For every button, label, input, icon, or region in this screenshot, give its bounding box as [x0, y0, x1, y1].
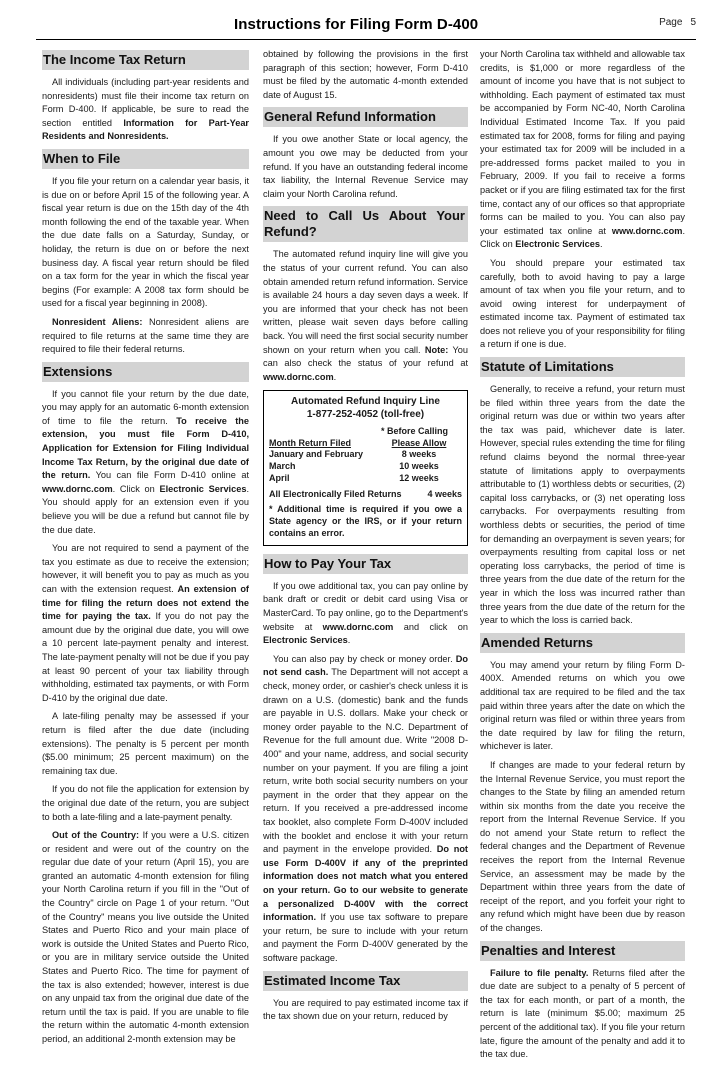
- column-right: [480, 48, 685, 1067]
- efile-table: [269, 489, 462, 501]
- paragraph: your North Carolina tax withheld and allowable tax credits, is $1,000 or more regardless of the amount of income you have that is not subject to withholding. Each payment of estimated tax must be accompanied by Form NC-40, North Carolina Individual Estimated Income Tax. If you paid estimated tax for 2008, forms for filing and paying your estimated tax for 2009 will be included in a pre-addressed forms packet mailed to you in February, 2009. If you fail to receive a forms packet or if you are filing estimated tax for the first time, contact any of our offices so that appropriate forms can be mailed to you. You can also pay your estimated tax online at www.dornc.com. Click on Electronic Services.: [480, 49, 685, 250]
- paragraph: Generally, to receive a refund, your return must be filed within three years from the date the original return was due or within two years after the tax was paid, whichever date is later. However, special rules extending the time for filing refund claims beyond the normal three-year statute of limitations apply to overpayments attributable to (1) worthless debts or securities, (2) capital loss carrybacks, or (3) net operating loss carrybacks. For overpayments resulting from worthless debts or securities, the period of time for demanding an overpayment is seven years; for overpayments resulting from capital loss or net operating loss carrybacks, the period of time is three years from the due date of the return for the year in which the loss was incurred rather than three years from the due date of the return for the year to which the loss is carried back.: [480, 384, 685, 626]
- paragraph: Out of the Country: If you were a U.S. citizen or resident and were out of the country on the regular due date of your return (April 15), you are granted an automatic 4-month extension for filing your North Carolina return if you fill in the "Out of the Country" circle on Page 1 of your return. "Out of the Country" means you live outside the United States and Puerto Rico and your main place of work is outside the United States and Puerto Rico, or you are in military service outside the United States and Puerto Rico. The time for payment of the tax is also extended; however, interest is due on any unpaid tax from the original due date of the return until the tax is paid. If you are unable to file the return within the automatic 4-month extension period, an additional 2-month extension may be: [42, 830, 249, 1044]
- website-link: www.dornc.com: [322, 621, 394, 632]
- paragraph: If you file your return on a calendar year basis, it is due on or before April 15 of the following year. A fiscal year return is due on the 15th day of the 4th month following the end of the taxable year. When the due date falls on a Saturday, Sunday, or holiday, the return is due on or before the next business day. A fiscal year return should be filed on a tax form for the year in which the fiscal year begins (For example: A 2008 tax form should be used for a fiscal year beginning in 2008).: [42, 175, 249, 309]
- table-row: [269, 489, 462, 501]
- page-title: Instructions for Filing Form D-400: [234, 16, 479, 33]
- section-title-general-refund: General Refund Information: [263, 107, 468, 127]
- paragraph: If you owe additional tax, you can pay online by bank draft or credit or debit card using Visa or MasterCard. To pay online, go to the Department's website at www.dornc.com and click on Electronic Services.: [263, 580, 468, 646]
- paragraph: If you owe another State or local agency, the amount you owe may be deducted from your refund. If you have an outstanding federal income tax liability, the Internal Revenue Service may claim your North Carolina refund.: [263, 134, 468, 199]
- paragraph: If you do not file the application for extension by the original due date of the return, you are subject to both a late-filing and a late-payment penalty.: [42, 784, 249, 822]
- section-title-amended: Amended Returns: [480, 633, 685, 653]
- table-cell: 10 weeks: [399, 461, 439, 472]
- website-link: www.dornc.com: [611, 225, 683, 236]
- section-title-estimated-tax: Estimated Income Tax: [263, 971, 468, 991]
- table-cell: 12 weeks: [399, 473, 439, 484]
- page-header: [36, 10, 696, 40]
- table-cell: January and February: [269, 449, 364, 460]
- paragraph: You should prepare your estimated tax carefully, both to avoid having to pay a large amount of tax when you file your return, and to avoid owing interest for underpayment of estimated income tax. Payment of estimated tax does not relieve you of your responsibility for filing a return if one is due.: [480, 257, 685, 350]
- paragraph: You are required to pay estimated income tax if the tax shown due on your return, reduced by: [263, 997, 468, 1022]
- table-row: [269, 473, 462, 485]
- section-title-need-to-call: Need to Call Us About Your Refund?: [263, 206, 468, 242]
- paragraph: If changes are made to your federal return by the Internal Revenue Service, you must report the changes to the State by filing an amended return within six months from the date you receive the report from the Internal Revenue Service. If you do not amend your State return to reflect the federal changes and the Department of Revenue receives the report from the Internal Revenue Service, an assessment may be made by the Department within three years from the date of receipt of the report, and you forfeit your right to any refund which might have been due by reason of the changes.: [480, 759, 685, 934]
- paragraph: Failure to file penalty. Returns filed after the due date are subject to a penalty of 5 percent of the tax for each month, or part of a month, the return is late (minimum $5.00; maximum 25 percent of the additional tax). If you file your return late, figure the amount of the penalty and add it to the tax due.: [480, 967, 686, 1060]
- paragraph: The automated refund inquiry line will give you the status of your current refund. You can also obtain amended return refund information. Service is available 24 hours a day seven days a week. If you are informed that your check has not been written, please wait seven days before calling back. You will need the first social security number shown on your return when you call. Note: You can also check the status of your refund at www.dornc.com.: [263, 249, 468, 382]
- paragraph: obtained by following the provisions in the first paragraph of this section; however, Form D-410 must be filed by the automatic 4-month extended date of August 15.: [263, 49, 468, 100]
- section-title-how-to-pay: How to Pay Your Tax: [263, 554, 468, 574]
- paragraph: You may amend your return by filing Form D-400X. Amended returns on which you owe additional tax are required to be filed and the tax paid within three years after the date on which the original return was filed or within three years from the date required by law for filing the return, whichever is later.: [480, 659, 685, 752]
- table-cell: 4 weeks: [427, 488, 462, 499]
- refund-inquiry-box: [263, 390, 468, 546]
- refund-wait-table: [269, 438, 462, 485]
- paragraph: A late-filing penalty may be assessed if your return is filed after the due date (including extensions). The penalty is 5 percent per month ($5.00 minimum; 25 percent maximum) on the remaining tax due.: [42, 711, 249, 776]
- paragraph: All individuals (including part-year residents and nonresidents) must file their income tax return on Form D-400. If applicable, be sure to read the section entitled Information for Part-Year Residents and Nonresidents.: [42, 77, 249, 142]
- refund-box-title: Automated Refund Inquiry Line: [291, 396, 440, 408]
- table-cell: March: [269, 461, 296, 472]
- table-header-row: [269, 438, 462, 450]
- section-title-penalties: Penalties and Interest: [480, 941, 685, 961]
- table-cell: April: [269, 473, 290, 484]
- section-title-extensions: Extensions: [42, 362, 249, 382]
- website-link: www.dornc.com: [42, 483, 113, 494]
- table-cell: 8 weeks: [401, 449, 437, 460]
- table-header: Month Return Filed: [269, 437, 351, 448]
- table-row: [269, 449, 462, 461]
- paragraph: If you cannot file your return by the due date, you may apply for an automatic 6-month extension of time to file the return. To receive the extension, you must file Form D-410, Application for Extension for Filing Individual Income Tax Return, by the original due date of the return. You can file Form D-410 online at www.dornc.com. Click on Electronic Services. You should apply for an extension even if you believe you will be due a refund but cannot file by the due date.: [42, 388, 249, 535]
- column-middle: [263, 48, 468, 1029]
- section-title-statute: Statute of Limitations: [480, 357, 685, 377]
- before-calling-label: * Before Calling: [380, 426, 448, 437]
- section-title-income-tax-return: The Income Tax Return: [42, 50, 249, 70]
- table-header: Please Allow: [391, 437, 447, 448]
- section-title-when-to-file: When to File: [42, 149, 249, 169]
- refund-box-phone: 1-877-252-4052 (toll-free): [306, 409, 425, 421]
- page-number: Page 5: [659, 17, 696, 28]
- table-row: [269, 461, 462, 473]
- paragraph: You are not required to send a payment of the tax you estimate as due to receive the extension; however, it will benefit you to pay as much as you can with the extension request. An extension of time for filing the return does not extend the time for paying the tax. If you do not pay the amount due by the original due date, you will owe a 10 percent late-payment penalty and interest. The late-payment penalty will not be due if you pay at least 90 percent of your tax liability through withholding, estimated tax payments, or with Form D-410 by the original due date.: [42, 543, 250, 703]
- refund-box-note: * Additional time is required if you owe a State agency or the IRS, or if your return contains an error.: [269, 503, 462, 539]
- website-link: www.dornc.com: [263, 371, 334, 382]
- column-left: [42, 48, 249, 1052]
- paragraph: Nonresident Aliens: Nonresident aliens are required to file returns at the same time they are required to file their federal returns.: [42, 316, 249, 355]
- paragraph: You can also pay by check or money order. Do not send cash. The Department will not accept a check, money order, or cashier's check unless it is drawn on a U.S. (domestic) bank and the funds are payable in U.S. dollars. Make your check or money order payable to the N.C. Department of Revenue for the full amount due. Write "2008 D-400" and your name, address, and social security number on your payment. If you are filing a joint return, write both social security numbers on your payment in the order that they appear on the return. If you received a pre-addressed income tax booklet, also complete Form D-400V included with the booklet and enclose it with your return and payment in the envelope provided. Do not use Form D-400V if any of the preprinted information does not match what you entered on your return. Go to our website to generate a personalized D-400V with the correct information. If you use tax software to prepare your return, be sure to include with your return and payment the Form D-400V generated by the software package.: [263, 653, 468, 963]
- table-cell: All Electronically Filed Returns: [269, 488, 402, 499]
